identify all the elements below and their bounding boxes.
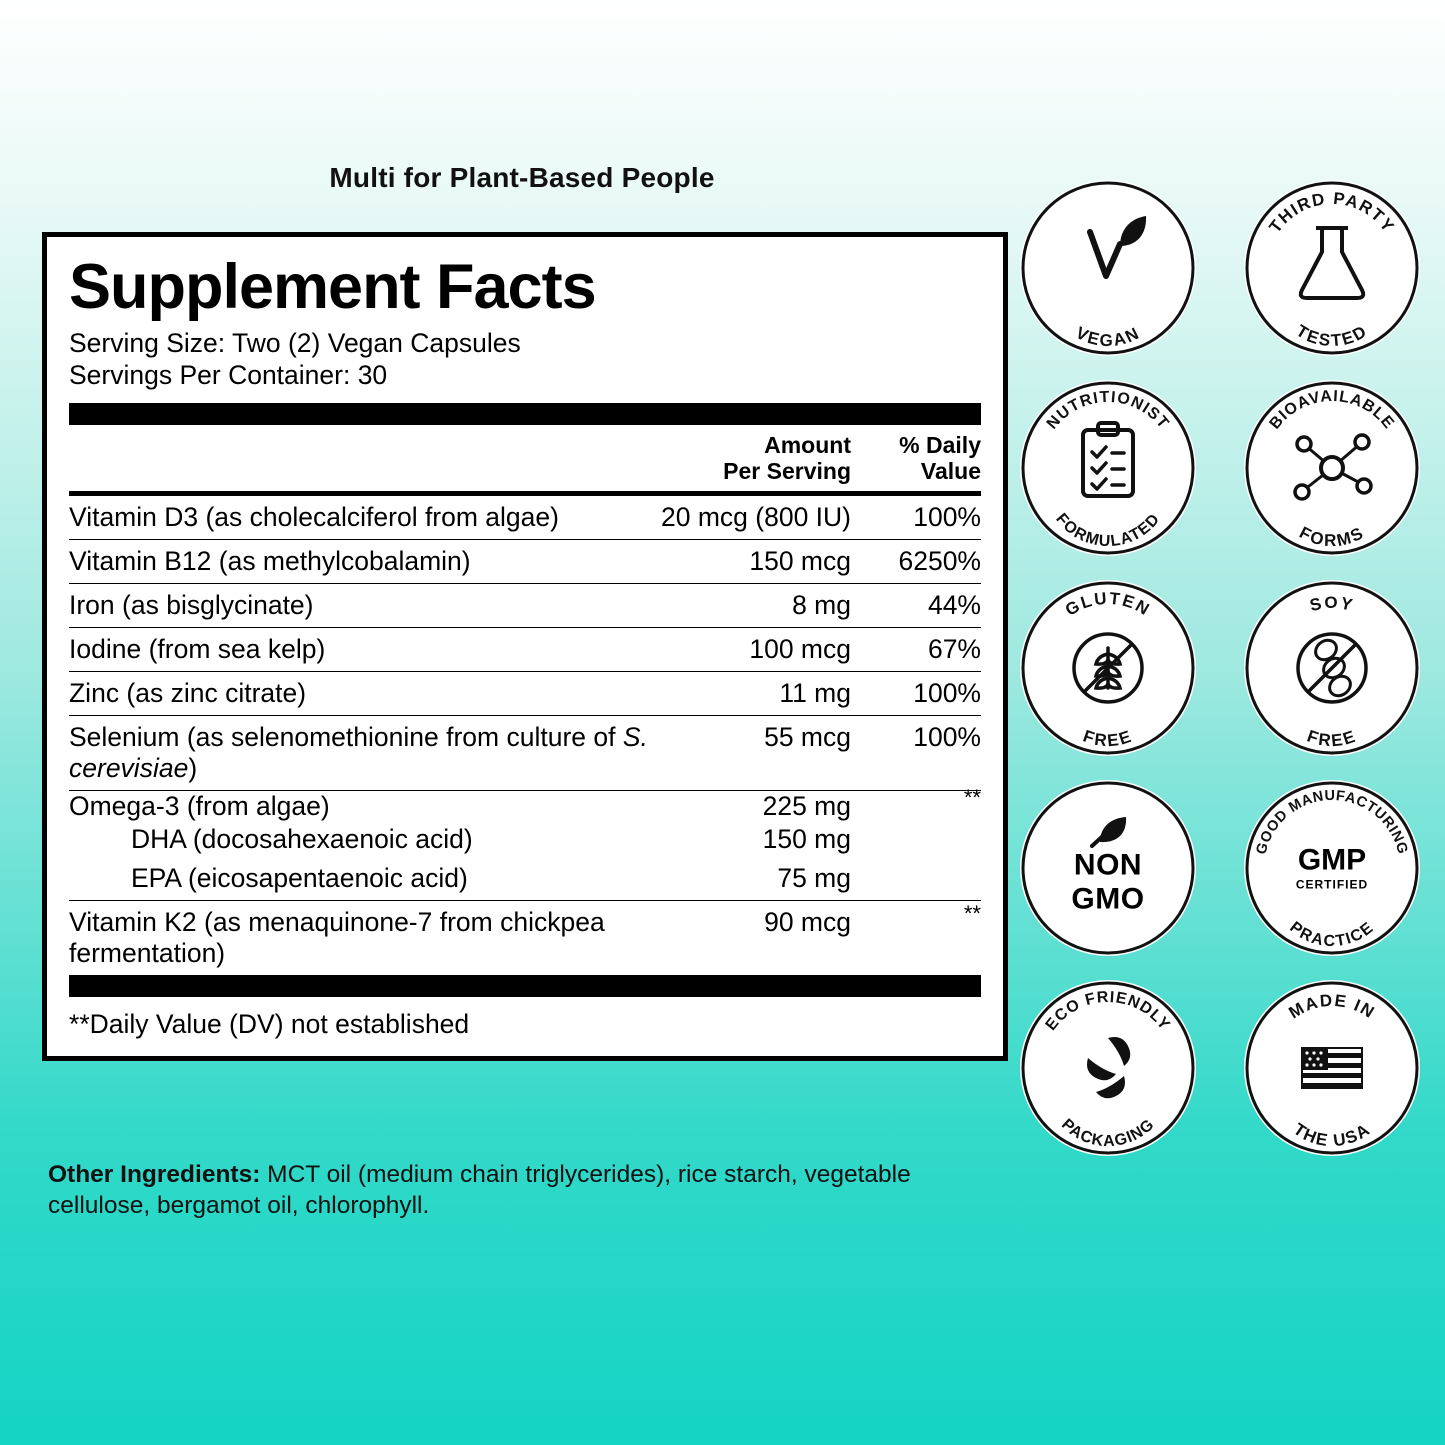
badge-soy-free xyxy=(1244,580,1420,756)
nutrient-amount: 20 mcg (800 IU) xyxy=(661,493,851,539)
svg-text:PRACTICE: PRACTICE xyxy=(1286,918,1378,951)
svg-text:THE USA: THE USA xyxy=(1289,1119,1375,1151)
table-row xyxy=(69,539,981,583)
header-blank xyxy=(69,425,661,493)
badge-non-gmo-label: NON GMO xyxy=(1071,848,1145,916)
svg-text:PACKAGING: PACKAGING xyxy=(1058,1115,1158,1151)
other-ingredients xyxy=(48,1160,1008,1222)
nutrient-name: Omega-3 (from algae) xyxy=(69,790,330,821)
badge-gmp-label: GMP CERTIFIED xyxy=(1244,846,1420,891)
nutrient-name: Selenium (as selenomethionine from culture of S. cerevisiae) xyxy=(69,715,661,790)
nutrient-dv: 67% xyxy=(851,627,981,671)
supplement-facts-heading: Supplement Facts xyxy=(69,252,596,322)
badge-row xyxy=(1020,180,1420,356)
nutrient-dv xyxy=(851,824,981,857)
svg-text:FREE: FREE xyxy=(1080,726,1136,751)
table-row xyxy=(69,671,981,715)
table-row xyxy=(69,857,981,901)
svg-text:MADE IN: MADE IN xyxy=(1285,990,1379,1023)
svg-text:BIOAVAILABLE: BIOAVAILABLE xyxy=(1266,387,1398,433)
badge-third-party-tested xyxy=(1244,180,1420,356)
nutrient-dv: 100% xyxy=(851,493,981,539)
nutrient-amount: 75 mg xyxy=(661,857,851,901)
badge-row xyxy=(1020,380,1420,556)
dv-footnote: **Daily Value (DV) not established xyxy=(69,1008,470,1039)
svg-text:THIRD PARTY: THIRD PARTY xyxy=(1265,188,1399,237)
badge-gluten-free xyxy=(1020,580,1196,756)
nutrient-dv: 44% xyxy=(851,583,981,627)
table-row xyxy=(69,493,981,539)
nutrient-amount: 150 mg xyxy=(762,823,851,854)
nutrient-name: Vitamin B12 (as methylcobalamin) xyxy=(69,539,661,583)
servings-per-container: Servings Per Container: 30 xyxy=(69,359,388,390)
certification-badges xyxy=(1020,180,1420,1180)
table-row xyxy=(69,715,981,790)
other-ingredients-label: Other Ingredients: xyxy=(48,1161,261,1188)
table-row xyxy=(69,627,981,671)
svg-text:NUTRITIONIST: NUTRITIONIST xyxy=(1043,388,1173,433)
table-row xyxy=(69,900,981,975)
badge-gmp-certified xyxy=(1244,780,1420,956)
supplement-facts-panel xyxy=(42,232,1008,1061)
badge-gmp-sub: CERTIFIED xyxy=(1295,877,1369,892)
page-title: Multi for Plant-Based People xyxy=(329,162,715,193)
nutrient-amount: 90 mcg xyxy=(764,906,851,937)
nutrient-amount: 55 mcg xyxy=(661,715,851,790)
badge-row xyxy=(1020,780,1420,956)
svg-text:TESTED: TESTED xyxy=(1292,321,1372,351)
svg-text:SOY: SOY xyxy=(1307,593,1357,616)
badge-made-in-the-usa xyxy=(1244,980,1420,1156)
svg-text:FORMS: FORMS xyxy=(1296,522,1368,551)
header-percent-daily-value: % Daily Value xyxy=(851,425,981,493)
badge-row xyxy=(1020,980,1420,1156)
svg-text:FORMULATED: FORMULATED xyxy=(1052,510,1164,551)
svg-text:VEGAN: VEGAN xyxy=(1072,323,1144,351)
nutrient-amount: 11 mg xyxy=(661,671,851,715)
badge-non-gmo xyxy=(1020,780,1196,956)
svg-text:GOOD MANUFACTURING: GOOD MANUFACTURING xyxy=(1253,787,1411,857)
header-amount-per-serving: Amount Per Serving xyxy=(661,425,851,493)
nutrient-dv: 100% xyxy=(851,715,981,790)
table-row xyxy=(69,824,981,857)
divider-thick-top xyxy=(69,403,981,425)
badge-vegan xyxy=(1020,180,1196,356)
nutrient-amount: 100 mcg xyxy=(661,627,851,671)
svg-text:GLUTEN: GLUTEN xyxy=(1062,588,1155,620)
nutrient-dv xyxy=(851,857,981,901)
nutrient-name: Iron (as bisglycinate) xyxy=(69,583,661,627)
svg-text:FREE: FREE xyxy=(1304,726,1360,751)
badge-eco-friendly-packaging xyxy=(1020,980,1196,1156)
nutrient-name: DHA (docosahexaenoic acid) xyxy=(131,823,473,854)
nutrient-dv: 6250% xyxy=(851,539,981,583)
nutrient-amount: 150 mcg xyxy=(661,539,851,583)
table-row xyxy=(69,790,981,824)
nutrient-dv: ** xyxy=(963,784,981,810)
serving-size: Serving Size: Two (2) Vegan Capsules xyxy=(69,327,521,358)
badge-row xyxy=(1020,580,1420,756)
table-header-row xyxy=(69,425,981,493)
nutrient-dv: 100% xyxy=(851,671,981,715)
badge-bioavailable-forms xyxy=(1244,380,1420,556)
table-row xyxy=(69,583,981,627)
badge-nutritionist-formulated xyxy=(1020,380,1196,556)
nutrient-amount: 8 mg xyxy=(661,583,851,627)
nutrient-name: EPA (eicosapentaenoic acid) xyxy=(69,857,661,901)
species-name: S. cerevisiae xyxy=(69,721,648,783)
nutrient-amount: 225 mg xyxy=(762,790,851,821)
nutrient-name: Zinc (as zinc citrate) xyxy=(69,671,661,715)
nutrient-name: Vitamin D3 (as cholecalciferol from algae) xyxy=(69,493,661,539)
nutrient-dv: ** xyxy=(963,900,981,926)
nutrient-name: Iodine (from sea kelp) xyxy=(69,627,661,671)
other-ingredients-text: MCT oil (medium chain triglycerides), rice starch, vegetable cellulose, bergamot oil, chlorophyll. xyxy=(48,1161,911,1219)
divider-thick-bottom xyxy=(69,975,981,997)
nutrition-table xyxy=(69,425,981,975)
nutrient-name: Vitamin K2 (as menaquinone-7 from chickpea fermentation) xyxy=(69,906,605,968)
svg-text:ECO FRIENDLY: ECO FRIENDLY xyxy=(1042,988,1174,1034)
